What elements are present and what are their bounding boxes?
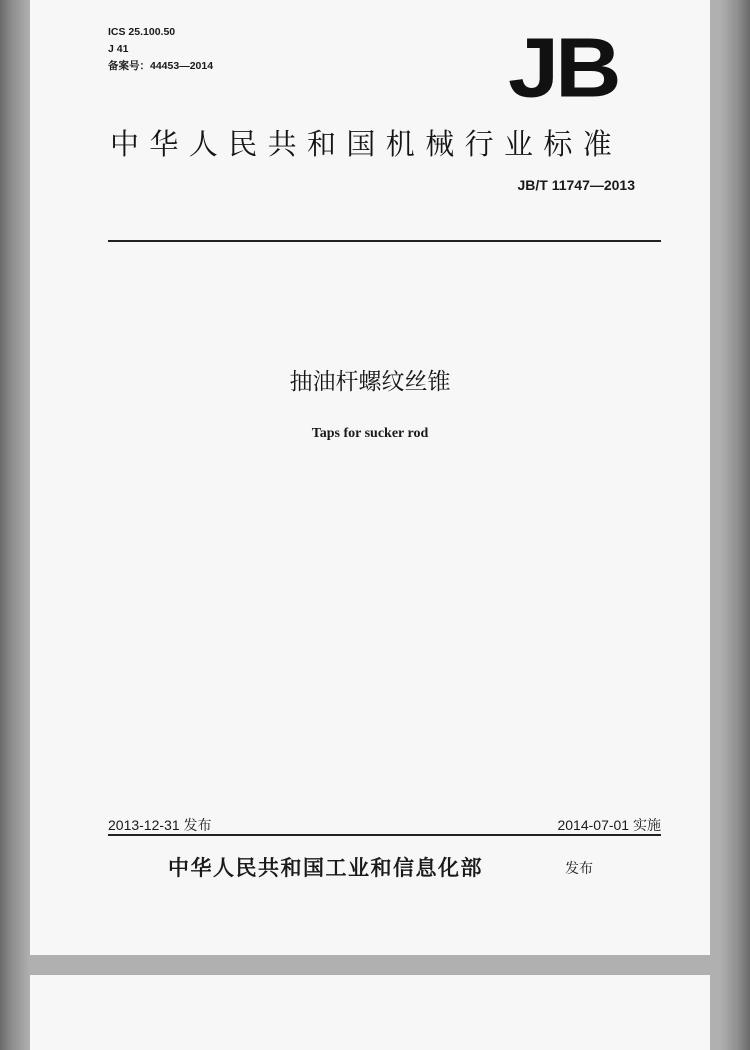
publisher-suffix: 发布 xyxy=(565,861,593,877)
org-title: 中华人民共和国机械行业标准 xyxy=(110,127,623,161)
publisher-name: 中华人民共和国工业和信息化部 xyxy=(168,856,483,880)
record-number: 备案号：44453—2014 xyxy=(108,60,214,72)
document-title-en: Taps for sucker rod xyxy=(311,426,429,441)
implementation-date: 2014-07-01 实施 xyxy=(557,817,661,833)
jb-logo xyxy=(508,20,638,115)
top-divider xyxy=(108,240,661,242)
jb-logo-text: JB xyxy=(508,20,618,115)
standard-number: JB/T 11747—2013 xyxy=(517,177,635,193)
document-page xyxy=(30,0,710,955)
classification-code: J 41 xyxy=(108,43,129,55)
bottom-divider xyxy=(108,834,661,836)
ics-code: ICS 25.100.50 xyxy=(108,26,176,38)
document-title-cn: 抽油杆螺纹丝锥 xyxy=(289,369,451,395)
next-page xyxy=(30,975,710,1050)
issue-date: 2013-12-31 发布 xyxy=(108,817,212,833)
